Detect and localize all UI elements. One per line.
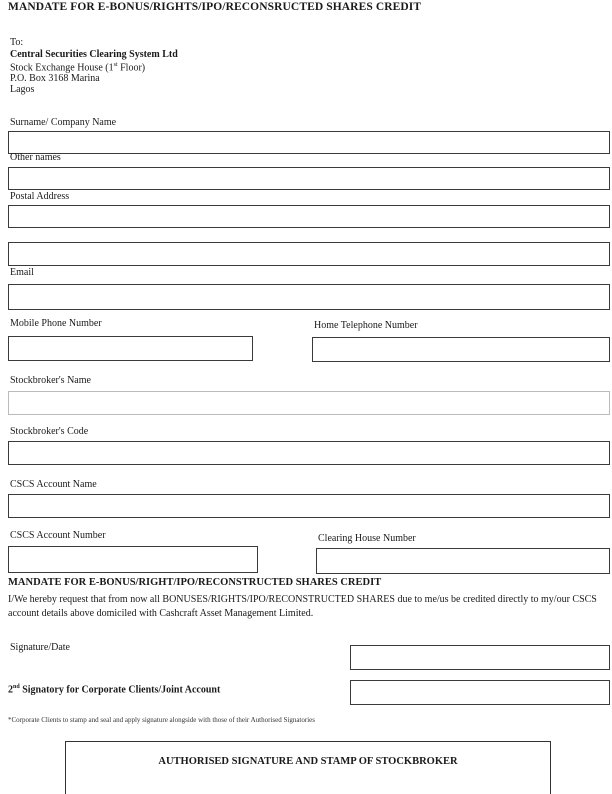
signature-date-label: Signature/Date — [10, 642, 70, 653]
signature-date-field[interactable] — [350, 645, 610, 670]
stockbroker-code-field[interactable] — [8, 441, 610, 465]
footnote: *Corporate Clients to stamp and seal and apply signature alongside with those of their Authorised Signatories — [8, 716, 315, 724]
stamp-box[interactable] — [65, 741, 551, 794]
home-phone-field[interactable] — [312, 337, 610, 362]
mobile-field[interactable] — [8, 336, 253, 361]
address-line3: P.O. Box 3168 Marina — [10, 73, 100, 85]
other-names-label: Other names — [10, 152, 61, 163]
clearing-house-field[interactable] — [316, 548, 610, 574]
mandate-heading: MANDATE FOR E-BONUS/RIGHT/IPO/RECONSTRUCTED SHARES CREDIT — [8, 577, 382, 588]
home-phone-label: Home Telephone Number — [314, 320, 418, 331]
mandate-text: I/We hereby request that from now all BONUSES/RIGHTS/IPO/RECONSTRUCTED SHARES due to me/us be credited directly to my/our CSCS account details above domiciled with Cashcraft Asset Management Limited. — [8, 594, 597, 619]
postal-address-field-1[interactable] — [8, 205, 610, 228]
address-block — [10, 37, 178, 95]
address-line2: Stock Exchange House (1st Floor) — [10, 62, 146, 74]
stockbroker-code-label: Stockbroker's Code — [10, 426, 89, 437]
second-signatory-field[interactable] — [350, 680, 610, 705]
surname-label: Surname/ Company Name — [10, 117, 117, 128]
stockbroker-name-label: Stockbroker's Name — [10, 375, 91, 386]
mobile-label: Mobile Phone Number — [10, 318, 102, 329]
clearing-house-label: Clearing House Number — [318, 533, 416, 544]
email-field[interactable] — [8, 284, 610, 310]
postal-address-label: Postal Address — [10, 191, 70, 202]
address-line4: Lagos — [10, 84, 35, 96]
cscs-account-number-label: CSCS Account Number — [10, 530, 106, 541]
cscs-account-name-field[interactable] — [8, 494, 610, 518]
postal-address-field-2[interactable] — [8, 242, 610, 266]
cscs-account-number-field[interactable] — [8, 546, 258, 573]
other-names-field[interactable] — [8, 167, 610, 190]
address-to: To: — [10, 37, 24, 48]
stockbroker-name-field[interactable] — [8, 391, 610, 415]
stamp-label: AUTHORISED SIGNATURE AND STAMP OF STOCKBROKER — [158, 756, 458, 767]
address-line1: Central Securities Clearing System Ltd — [10, 49, 178, 60]
surname-field[interactable] — [8, 131, 610, 154]
cscs-account-name-label: CSCS Account Name — [10, 479, 97, 490]
email-label: Email — [10, 267, 34, 278]
second-signatory-label: 2nd Signatory for Corporate Clients/Joint Account — [8, 684, 221, 696]
form-title: MANDATE FOR E-BONUS/RIGHTS/IPO/RECONSRUCTED SHARES CREDIT — [8, 1, 422, 13]
